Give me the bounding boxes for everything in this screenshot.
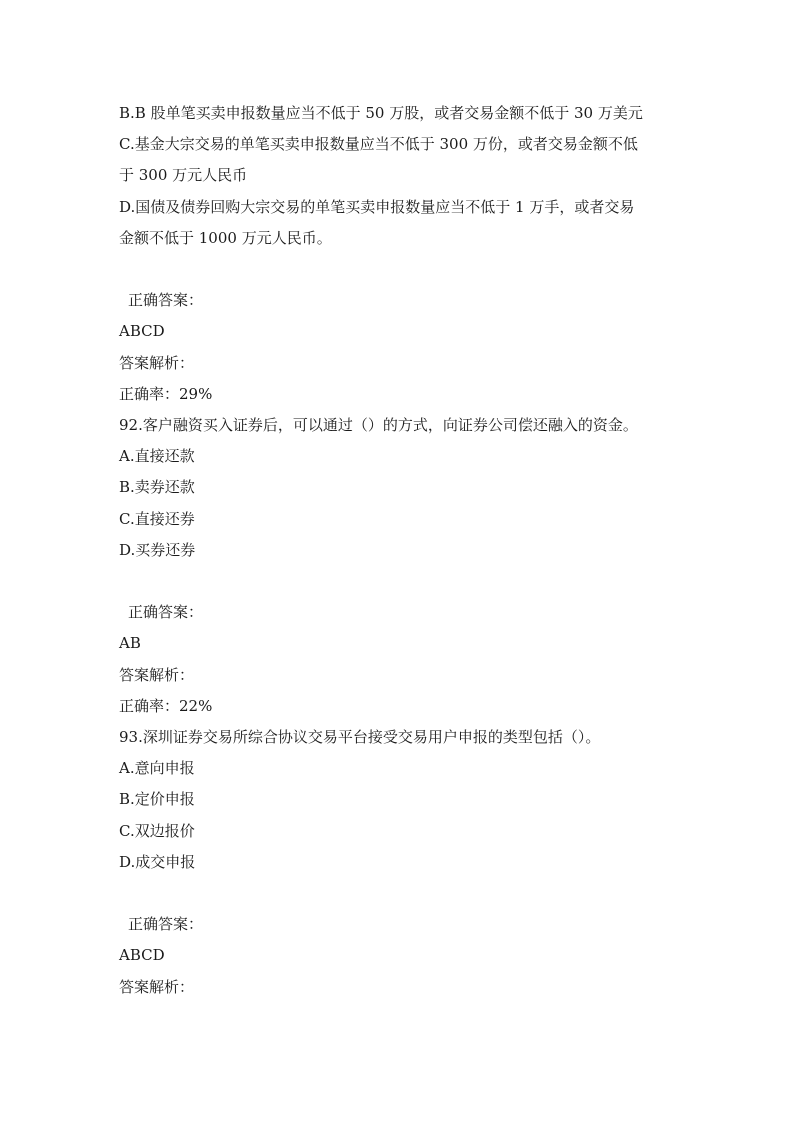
q91-option-c-continued: 于 300 万元人民币 [119, 166, 248, 185]
q92-question: 92.客户融资买入证券后，可以通过（）的方式，向证券公司偿还融入的资金。 [119, 416, 638, 435]
q93-answer-label: 正确答案： [128, 915, 204, 934]
spacer [119, 254, 684, 285]
q92-option-b: B.卖券还款 [119, 478, 195, 497]
q93-analysis-label: 答案解析： [119, 977, 195, 996]
q93-question: 93.深圳证券交易所综合协议交易平台接受交易用户申报的类型包括（）。 [119, 728, 601, 747]
q92-option-c: C.直接还券 [119, 509, 195, 528]
q92-answer: AB [119, 634, 141, 653]
q91-answer-label: 正确答案： [128, 291, 204, 310]
q93-option-d: D.成交申报 [119, 852, 196, 871]
q91-option-d-continued: 金额不低于 1000 万元人民币。 [119, 228, 332, 247]
q93-answer: ABCD [119, 946, 165, 965]
q91-option-c: C.基金大宗交易的单笔买卖申报数量应当不低于 300 万份，或者交易金额不低 [119, 135, 638, 154]
q93-option-b: B.定价申报 [119, 790, 195, 809]
q91-option-b: B.B 股单笔买卖申报数量应当不低于 50 万股，或者交易金额不低于 30 万美元 [119, 104, 643, 122]
q91-analysis-label: 答案解析： [119, 353, 195, 372]
spacer [119, 878, 684, 909]
q91-option-d: D.国债及债券回购大宗交易的单笔买卖申报数量应当不低于 1 万手，或者交易 [119, 197, 635, 216]
document-content [119, 98, 684, 1003]
q92-option-a: A.直接还款 [119, 447, 195, 466]
q92-analysis-label: 答案解析： [119, 665, 195, 684]
q91-answer: ABCD [119, 322, 165, 341]
spacer [119, 566, 684, 597]
q93-option-a: A.意向申报 [119, 759, 195, 778]
q93-option-c: C.双边报价 [119, 821, 195, 840]
q91-accuracy: 正确率：29% [119, 384, 213, 403]
q92-option-d: D.买券还券 [119, 540, 196, 559]
q92-accuracy: 正确率：22% [119, 696, 213, 715]
q92-answer-label: 正确答案： [128, 603, 204, 622]
